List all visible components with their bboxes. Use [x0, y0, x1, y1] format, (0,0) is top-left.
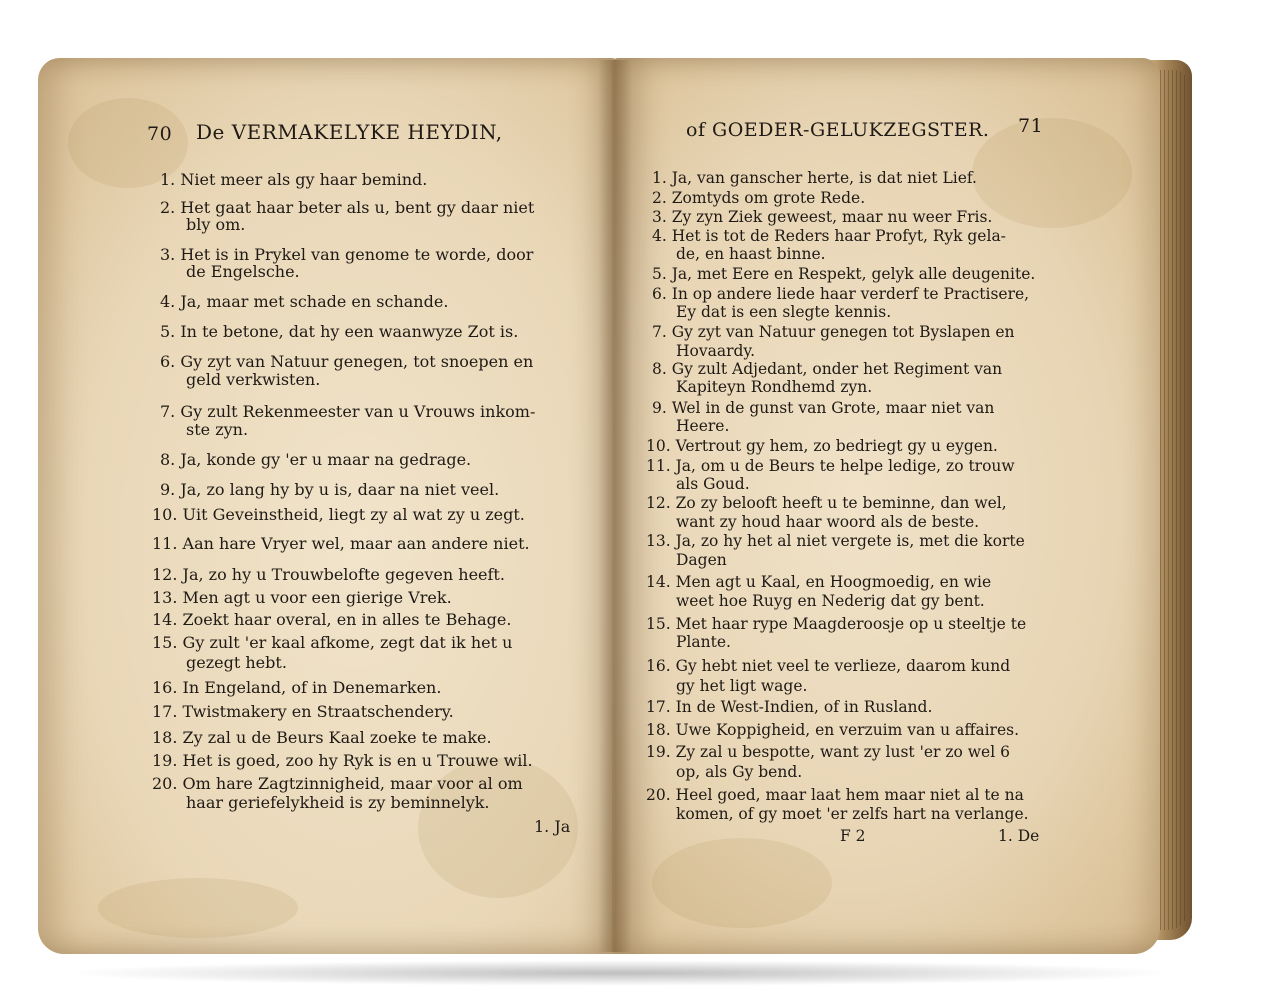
right-line: 6. In op andere liede haar verderf te Practisere, [652, 285, 1030, 303]
right-line: 15. Met haar rype Maagderoosje op u steeltje te [646, 615, 1027, 633]
right-line: 1. Ja, van ganscher herte, is dat niet Lief. [652, 169, 977, 187]
left-line: 20. Om hare Zagtzinnigheid, maar voor al om [152, 774, 523, 793]
right-line: gy het ligt wage. [676, 677, 808, 695]
right-line: 8. Gy zult Adjedant, onder het Regiment van [652, 360, 1003, 378]
left-line: 5. In te betone, dat hy een waanwyze Zot is. [160, 322, 519, 341]
right-line: Plante. [676, 633, 731, 651]
left-line: 19. Het is goed, zoo hy Ryk is en u Trouwe wil. [152, 751, 533, 770]
right-line: 9. Wel in de gunst van Grote, maar niet van [652, 399, 995, 417]
left-line: gezegt hebt. [186, 653, 287, 672]
paper-stain [972, 115, 1132, 228]
paper-stain [98, 878, 298, 938]
right-line: 16. Gy hebt niet veel te verlieze, daarom kund [646, 657, 1011, 675]
left-line: 10. Uit Geveinstheid, liegt zy al wat zy u zegt. [152, 505, 525, 524]
left-line: 14. Zoekt haar overal, en in alles te Behage. [152, 610, 512, 629]
right-line: 10. Vertrout gy hem, zo bedriegt gy u eygen. [646, 437, 998, 455]
left-line: 11. Aan hare Vryer wel, maar aan andere niet. [152, 534, 530, 553]
right-line: Ey dat is een slegte kennis. [676, 303, 892, 321]
right-line: op, als Gy bend. [676, 763, 803, 781]
right-line: als Goud. [676, 475, 750, 493]
paper-stain [652, 838, 832, 928]
right-line: Heere. [676, 417, 730, 435]
right-line: want zy houd haar woord als de beste. [676, 513, 980, 531]
left-line: 8. Ja, konde gy 'er u maar na gedrage. [160, 450, 472, 469]
left-line: 2. Het gaat haar beter als u, bent gy daar niet [160, 198, 535, 217]
left-line: geld verkwisten. [186, 370, 321, 389]
left-line: 15. Gy zult 'er kaal afkome, zegt dat ik het u [152, 633, 513, 652]
left-catchword: 1. Ja [534, 817, 571, 836]
left-running-head: De VERMAKELYKE HEYDIN, [196, 120, 503, 144]
left-line: de Engelsche. [186, 262, 300, 281]
right-line: Kapiteyn Rondhemd zyn. [676, 378, 873, 396]
left-line: haar geriefelykheid is zy beminnelyk. [186, 793, 490, 812]
left-line: 18. Zy zal u de Beurs Kaal zoeke te make. [152, 728, 492, 747]
left-line: 7. Gy zult Rekenmeester van u Vrouws inkom- [160, 402, 536, 421]
right-line: 7. Gy zyt van Natuur genegen tot Byslapen en [652, 323, 1015, 341]
right-signature-mark: F 2 [840, 827, 866, 845]
right-page-number: 71 [1018, 115, 1044, 137]
right-line: 12. Zo zy belooft heeft u te beminne, dan wel, [646, 494, 1007, 512]
left-line: 16. In Engeland, of in Denemarken. [152, 678, 442, 697]
right-line: Hovaardy. [676, 342, 756, 360]
right-line: 19. Zy zal u bespotte, want zy lust 'er zo wel 6 [646, 743, 1010, 761]
left-line: 4. Ja, maar met schade en schande. [160, 292, 449, 311]
right-running-head: of GOEDER-GELUKZEGSTER. [686, 119, 990, 141]
left-line: bly om. [186, 215, 246, 234]
right-line: 18. Uwe Koppigheid, en verzuim van u affaires. [646, 721, 1019, 739]
right-line: 3. Zy zyn Ziek geweest, maar nu weer Fris. [652, 208, 993, 226]
right-line: 20. Heel goed, maar laat hem maar niet al te na [646, 786, 1024, 804]
book-gutter [598, 60, 632, 952]
right-line: weet hoe Ruyg en Nederig dat gy bent. [676, 592, 985, 610]
right-line: 4. Het is tot de Reders haar Profyt, Ryk gela- [652, 227, 1006, 245]
left-line: 17. Twistmakery en Straatschendery. [152, 702, 454, 721]
right-line: 13. Ja, zo hy het al niet vergete is, met die korte [646, 532, 1025, 550]
right-line: 14. Men agt u Kaal, en Hoogmoedig, en wie [646, 573, 992, 591]
left-line: 12. Ja, zo hy u Trouwbelofte gegeven heeft. [152, 565, 505, 584]
left-line: 3. Het is in Prykel van genome te worde, door [160, 245, 534, 264]
right-line: de, en haast binne. [676, 245, 826, 263]
left-line: ste zyn. [186, 420, 249, 439]
book-shadow [60, 960, 1180, 986]
right-line: Dagen [676, 551, 727, 569]
right-line: 2. Zomtyds om grote Rede. [652, 189, 866, 207]
left-page-number: 70 [147, 123, 173, 145]
right-line: 11. Ja, om u de Beurs te helpe ledige, zo trouw [646, 457, 1015, 475]
right-line: 5. Ja, met Eere en Respekt, gelyk alle deugenite. [652, 265, 1036, 283]
left-line: 6. Gy zyt van Natuur genegen, tot snoepen en [160, 352, 534, 371]
right-catchword: 1. De [998, 827, 1040, 845]
left-line: 9. Ja, zo lang hy by u is, daar na niet veel. [160, 480, 500, 499]
left-line: 1. Niet meer als gy haar bemind. [160, 170, 428, 189]
left-line: 13. Men agt u voor een gierige Vrek. [152, 588, 452, 607]
right-line: komen, of gy moet 'er zelfs hart na verlange. [676, 805, 1029, 823]
right-line: 17. In de West-Indien, of in Rusland. [646, 698, 933, 716]
